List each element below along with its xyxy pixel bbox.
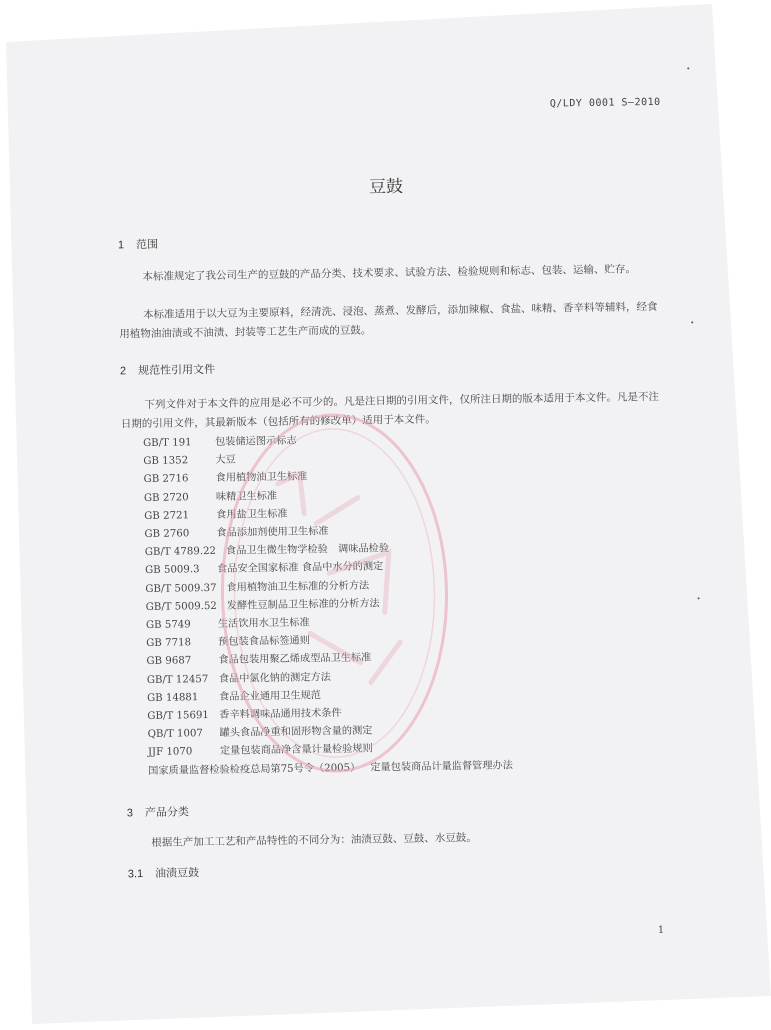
reference-code: GB 2760 [144, 528, 190, 541]
section-2-heading [120, 361, 215, 378]
reference-code: GB 14881 [146, 692, 199, 704]
reference-title: 定量包装商品净含量计量检验规则 [219, 743, 373, 758]
reference-code: GB 7718 [146, 637, 192, 650]
paragraph: 下列文件对于本文件的应用是必不可少的。凡是注日期的引用文件，仅所注日期的版本适用于本文件。凡是不注日期的引用文件，其最新版本（包括所有的修改单）适用于本文件。 [120, 390, 660, 431]
reference-title: 罐头食品净重和固形物含量的测定 [219, 725, 373, 740]
reference-code: GB 2720 [143, 491, 189, 504]
reference-title: 定量包装商品计量监督管理办法 [370, 759, 513, 774]
reference-title: 食品安全国家标准 食品中水分的测定 [216, 561, 384, 576]
reference-code: GB 9687 [146, 655, 192, 668]
scan-speck [687, 67, 689, 69]
reference-code: GB/T 4789.22 [144, 546, 217, 559]
page-number: 1 [657, 924, 665, 937]
paragraph: 本标准规定了我公司生产的豆鼓的产品分类、技术要求、试验方法、检验规则和标志、包装、运输、贮存。 [142, 263, 636, 284]
reference-code: QB/T 1007 [147, 728, 203, 741]
reference-title: 食品中氯化钠的测定方法 [218, 671, 331, 685]
subsection-3-1-heading [128, 864, 200, 881]
reference-title: 香辛料调味品通用技术条件 [219, 707, 342, 721]
section-title: 油渍豆鼓 [155, 867, 200, 880]
reference-code: GB/T 5009.52 [145, 600, 217, 613]
reference-title: 食用植物油卫生标准的分析方法 [226, 580, 370, 594]
reference-code: GB 5009.3 [144, 564, 200, 577]
reference-title: 食品卫生微生物学检验 调味品检验 [225, 543, 390, 557]
paragraph: 根据生产加工工艺和产品特性的不同分为：油渍豆鼓、豆鼓、水豆鼓。 [151, 831, 477, 849]
reference-code: GB 2716 [143, 473, 189, 486]
reference-list [143, 429, 513, 781]
reference-title: 食用植物油卫生标准 [215, 471, 308, 485]
reference-title: 食品企业通用卫生规范 [218, 690, 322, 703]
section-title: 产品分类 [144, 806, 190, 820]
section-title: 范围 [135, 238, 159, 252]
section-3-heading [127, 803, 189, 820]
reference-code: GB/T 191 [142, 437, 192, 450]
section-title: 规范性引用文件 [137, 363, 216, 378]
reference-title: 生活饮用水卫生标准 [217, 617, 310, 630]
reference-code: GB/T 12457 [146, 673, 209, 686]
section-number: 3.1 [127, 868, 144, 881]
reference-title: 食品添加剂使用卫生标准 [216, 526, 329, 539]
reference-title: 包装储运图示标志 [214, 435, 297, 448]
paragraph: 本标准适用于以大豆为主要原料，经清洗、浸泡、蒸煮、发酵后，添加辣椒、食盐、味精、香辛料等辅料，经食用植物油油渍或不油渍、封装等工艺生产而成的豆鼓。 [119, 300, 658, 341]
reference-title: 预包装食品标签通则 [218, 635, 310, 649]
section-1-heading [118, 236, 158, 253]
reference-title: 食品包装用聚乙烯成型品卫生标准 [218, 652, 372, 667]
scan-speck [691, 321, 693, 323]
reference-title: 食用盐卫生标准 [216, 508, 288, 521]
reference-code: JJF 1070 [147, 746, 193, 759]
reference-code: GB 2721 [144, 510, 190, 522]
section-number: 2 [119, 365, 127, 378]
reference-code: 国家质量监督检验检疫总局第75号令（2005） [148, 762, 361, 777]
reference-title: 发酵性豆制品卫生标准的分析方法 [226, 598, 380, 612]
section-number: 3 [126, 807, 134, 820]
reference-title: 大豆 [215, 454, 236, 467]
scan-speck [698, 597, 700, 599]
standard-code: Q/LDY 0001 S—2010 [549, 96, 661, 110]
reference-code: GB/T 15691 [147, 710, 209, 723]
reference-title: 味精卫生标准 [215, 490, 278, 503]
reference-code: GB 5749 [145, 619, 191, 632]
reference-code: GB 1352 [143, 455, 189, 468]
document-title: 豆鼓 [368, 176, 404, 198]
section-number: 1 [117, 239, 125, 252]
reference-code: GB/T 5009.37 [145, 582, 217, 595]
